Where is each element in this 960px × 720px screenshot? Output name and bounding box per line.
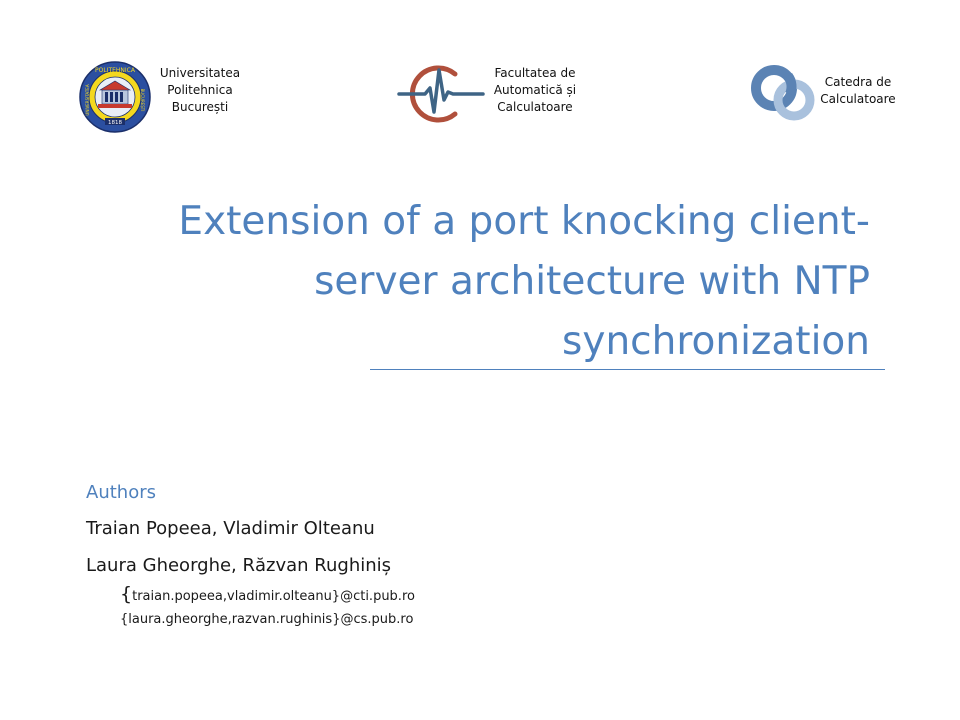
email-brace: { <box>120 583 133 605</box>
seal-right-text: BUCUREȘTI <box>140 88 145 112</box>
university-name-line: București <box>171 100 229 114</box>
title-underline <box>370 369 885 370</box>
seal-left-text: UNIVERSITATEA <box>85 84 90 116</box>
faculty-name-line: Calculatoare <box>497 100 573 114</box>
university-seal-icon <box>78 60 152 134</box>
seal-top-text: POLITEHNICA <box>95 67 135 74</box>
faculty-name-line: Automatică și <box>493 83 577 97</box>
department-name-line: Calculatoare <box>820 92 896 106</box>
author-line: Laura Gheorghe, Răzvan Rughiniș <box>86 555 392 576</box>
pulse-circle-logo-icon <box>397 58 487 130</box>
email-line: {laura.gheorghe,razvan.rughinis}@cs.pub.ro <box>120 612 414 627</box>
faculty-name-line: Facultatea de <box>494 66 576 80</box>
department-name-line: Catedra de <box>824 75 892 89</box>
seal-year-text: 1818 <box>108 120 122 126</box>
university-name-line: Universitatea <box>159 66 241 80</box>
slide-title-line: synchronization <box>562 319 870 364</box>
university-name-line: Politehnica <box>167 83 233 97</box>
author-line: Traian Popeea, Vladimir Olteanu <box>86 518 375 539</box>
faculty-name <box>480 65 590 116</box>
slide-title-line: Extension of a port knocking client- <box>178 199 870 244</box>
slide-title-line: server architecture with NTP <box>314 259 870 304</box>
email-address: traian.popeea,vladimir.olteanu}@cti.pub.ro <box>132 589 415 604</box>
slide-title <box>150 192 870 372</box>
authors-heading: Authors <box>86 482 156 503</box>
email-line <box>120 585 415 606</box>
department-name <box>808 74 908 108</box>
university-name <box>150 65 250 116</box>
